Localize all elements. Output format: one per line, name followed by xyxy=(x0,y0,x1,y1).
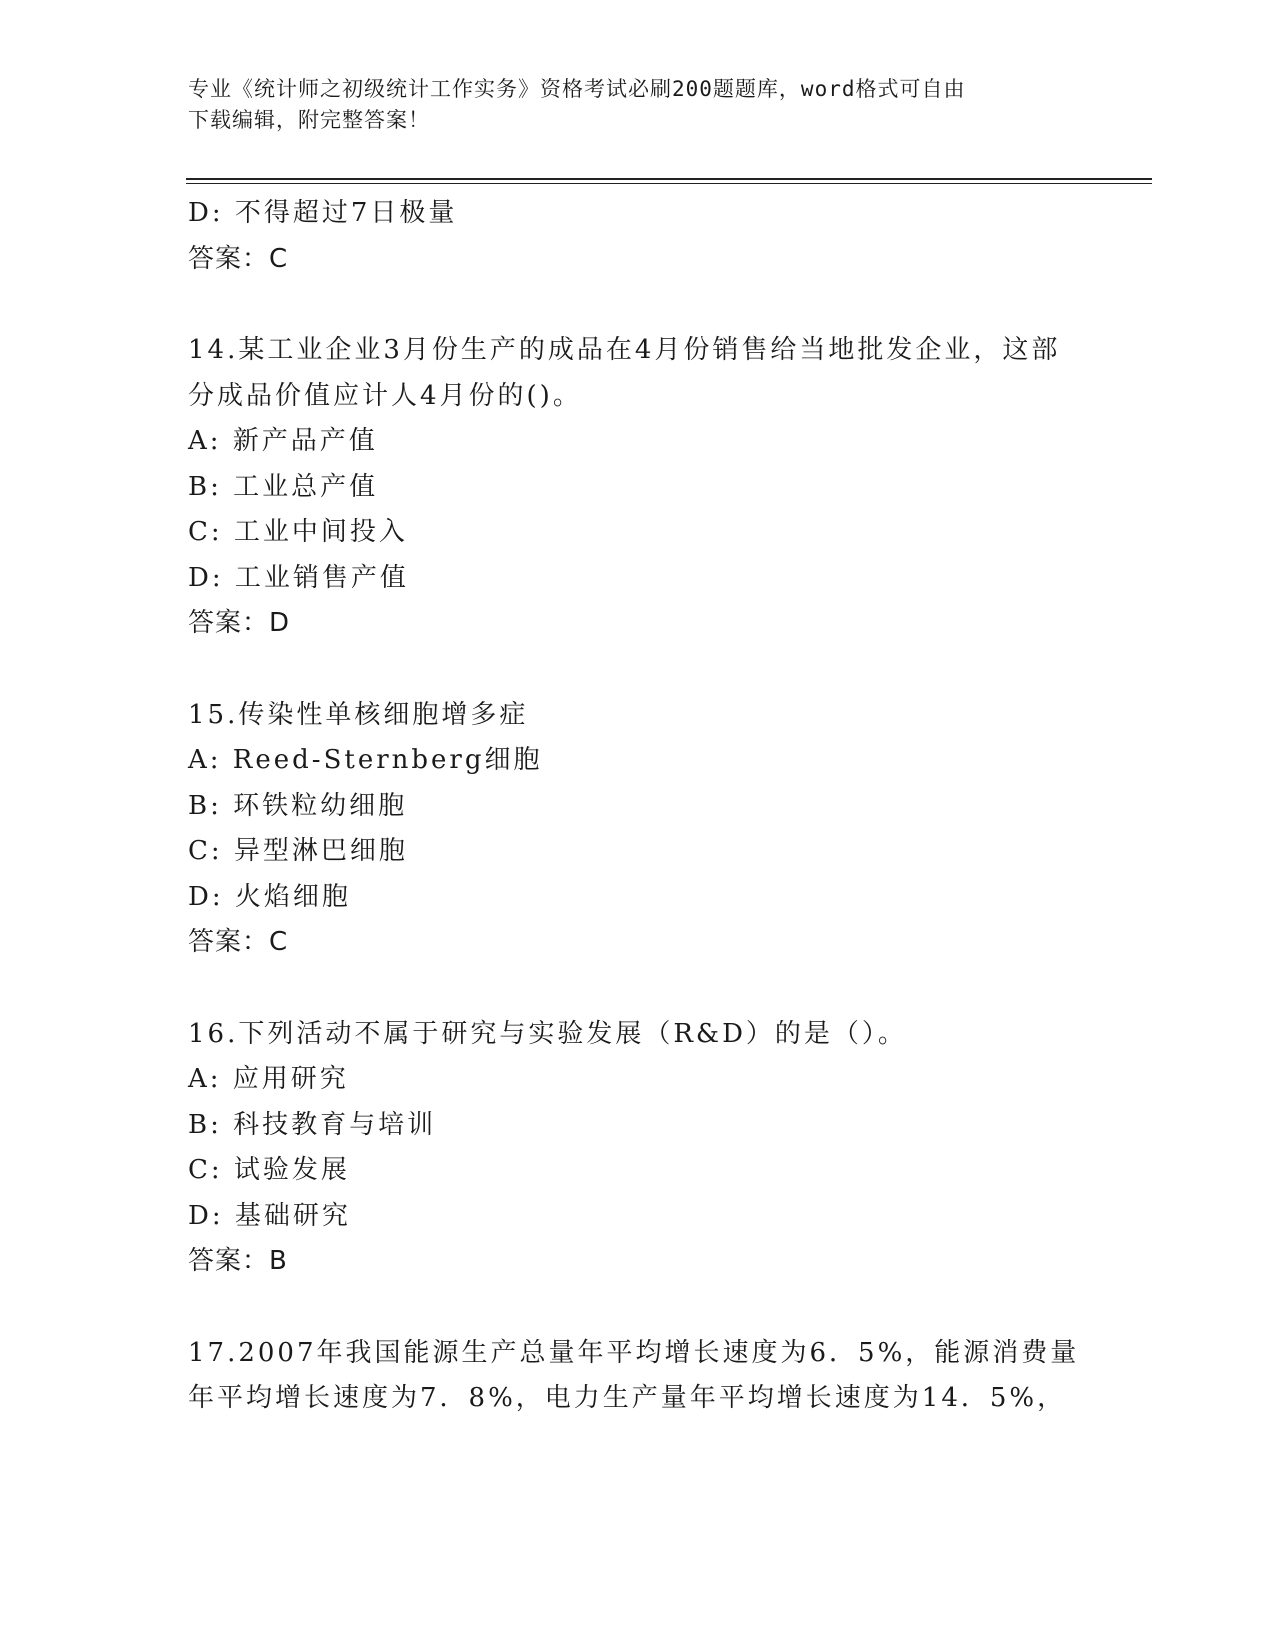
question-stem: 14.某工业企业3月份生产的成品在4月份销售给当地批发企业，这部 xyxy=(188,335,1061,365)
option-d: D: 基础研究 xyxy=(188,1200,351,1231)
answer: 答案：B xyxy=(188,1246,288,1276)
question-stem: 16.下列活动不属于研究与实验发展（R&D）的是（）。 xyxy=(188,1018,907,1049)
option-a: A: 新产品产值 xyxy=(188,426,378,456)
option-a: A: 应用研究 xyxy=(188,1064,349,1094)
header-divider-thin xyxy=(186,183,1152,184)
question-15 xyxy=(188,693,1088,966)
option-c: C: 试验发展 xyxy=(188,1155,350,1185)
option-c: C: 异型淋巴细胞 xyxy=(188,836,408,866)
question-gap xyxy=(188,647,1088,693)
question-content xyxy=(188,191,1088,1422)
prev-answer: 答案：C xyxy=(188,243,289,274)
answer: 答案：D xyxy=(188,608,291,638)
option-d: D: 工业销售产值 xyxy=(188,562,409,593)
prev-option-d: D: 不得超过7日极量 xyxy=(188,198,458,228)
question-stem: 分成品价值应计人4月份的()。 xyxy=(188,380,582,411)
question-14 xyxy=(188,328,1088,647)
question-stem: 年平均增长速度为7．8%，电力生产量年平均增长速度为14．5%， xyxy=(188,1383,1067,1413)
header-line-1: 专业《统计师之初级统计工作实务》资格考试必刷200题题库，word格式可自由 xyxy=(188,77,966,101)
question-gap xyxy=(188,966,1088,1012)
question-17 xyxy=(188,1331,1088,1422)
option-b: B: 科技教育与培训 xyxy=(188,1109,437,1140)
option-d: D: 火焰细胞 xyxy=(188,881,351,912)
option-c: C: 工业中间投入 xyxy=(188,517,408,547)
question-stem: 15.传染性单核细胞增多症 xyxy=(188,699,529,730)
question-gap xyxy=(188,282,1088,328)
option-b: B: 工业总产值 xyxy=(188,471,379,502)
question-stem: 17.2007年我国能源生产总量年平均增长速度为6．5%，能源消费量 xyxy=(188,1337,1080,1368)
document-header xyxy=(188,74,1068,136)
header-line-2: 下载编辑，附完整答案！ xyxy=(188,108,430,132)
question-gap xyxy=(188,1285,1088,1331)
header-divider-thick xyxy=(186,178,1152,180)
question-16 xyxy=(188,1012,1088,1285)
answer: 答案：C xyxy=(188,927,289,957)
option-a: A: Reed-Sternberg细胞 xyxy=(188,745,543,775)
option-b: B: 环铁粒幼细胞 xyxy=(188,790,408,821)
